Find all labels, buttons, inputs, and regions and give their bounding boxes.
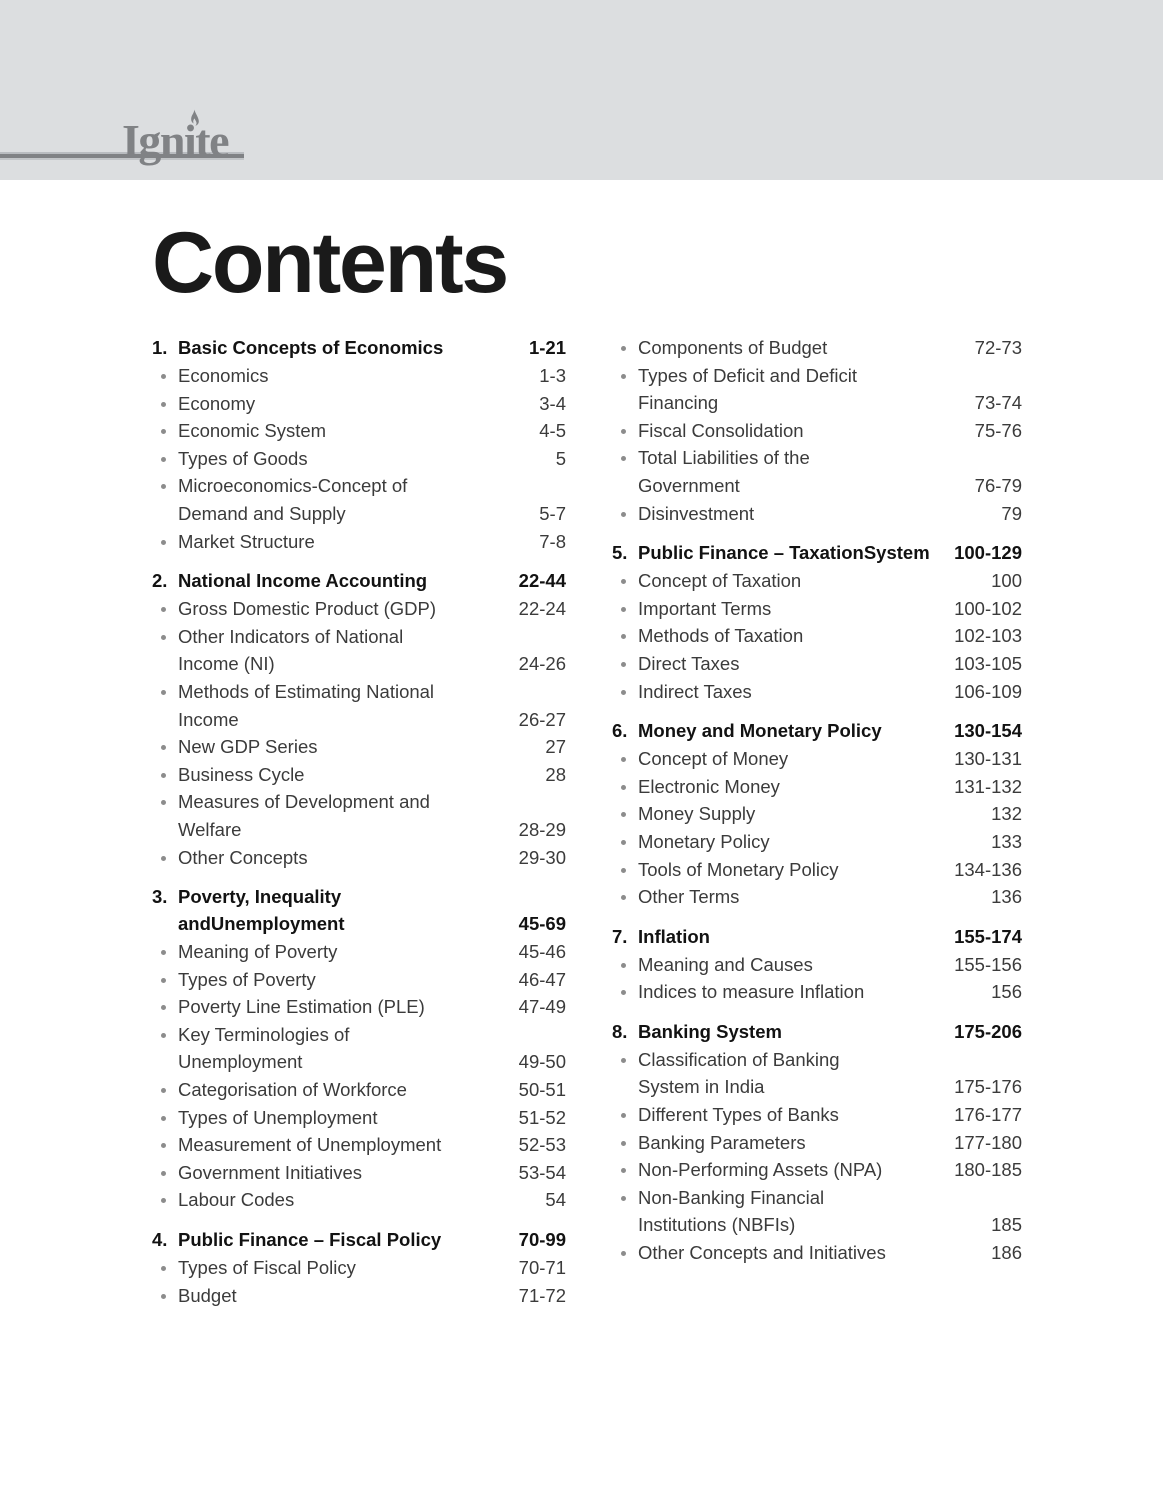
toc-entry-row[interactable] — [612, 1046, 1022, 1101]
bullet-icon — [152, 390, 178, 407]
chapter-number: 1. — [152, 337, 168, 358]
entry-title — [178, 678, 519, 733]
entry-page-range: 70-71 — [518, 1257, 566, 1279]
entry-title: Labour Codes — [178, 1189, 295, 1211]
entry-page-range: 186 — [991, 1242, 1022, 1264]
bullet-icon — [612, 951, 638, 968]
bullet-icon — [152, 1282, 178, 1299]
toc-entry-row[interactable] — [152, 362, 566, 390]
toc-entry-row[interactable] — [152, 1254, 566, 1282]
toc-entry-row[interactable] — [152, 788, 566, 843]
bullet-icon — [612, 773, 638, 790]
bullet-icon — [152, 993, 178, 1010]
toc-chapter-row[interactable] — [152, 567, 566, 594]
chapter-title — [638, 539, 954, 566]
toc-chapter-row[interactable] — [152, 883, 566, 937]
entry-title — [178, 788, 519, 843]
entry-page-range: 130-131 — [954, 748, 1022, 770]
entry-title: Other Terms — [638, 886, 740, 908]
bullet-icon — [612, 622, 638, 639]
entry-page-range: 102-103 — [954, 625, 1022, 647]
toc-section — [612, 1018, 1022, 1267]
toc-entry-row[interactable] — [152, 993, 566, 1021]
entry-title: Different Types of Banks — [638, 1104, 839, 1126]
bullet-icon — [612, 828, 638, 845]
toc-entry-row[interactable] — [152, 733, 566, 761]
bullet-icon — [152, 1021, 178, 1038]
bullet-icon — [152, 595, 178, 612]
entry-page-range: 54 — [545, 1189, 566, 1211]
entry-title: Categorisation of Workforce — [178, 1079, 407, 1101]
entry-title-line: Other Indicators of National — [178, 625, 404, 647]
toc-entry-row[interactable] — [152, 844, 566, 872]
chapter-title: Public Finance – Fiscal Policy — [178, 1229, 442, 1251]
chapter-number: 6. — [612, 720, 628, 742]
toc-section — [152, 883, 566, 1214]
chapter-title-line: Public Finance – Taxation — [638, 542, 864, 564]
toc-entry-row[interactable] — [152, 417, 566, 445]
toc-entry-row[interactable] — [612, 745, 1022, 773]
toc-entry-row[interactable] — [152, 390, 566, 418]
bullet-icon — [612, 1129, 638, 1146]
entry-page-range: 71-72 — [518, 1284, 566, 1306]
toc-chapter-row[interactable] — [612, 1018, 1022, 1045]
entry-page-range: 136 — [991, 886, 1022, 908]
toc-entry-row[interactable] — [612, 500, 1022, 528]
bullet-icon — [152, 623, 178, 640]
entry-page-range: 177-180 — [954, 1131, 1022, 1153]
toc-entry-row[interactable] — [612, 800, 1022, 828]
toc-entry-row[interactable] — [612, 1239, 1022, 1267]
entry-title: Other Concepts and Initiatives — [638, 1242, 886, 1264]
toc-entry-row[interactable] — [152, 1021, 566, 1076]
chapter-title-line: Unemployment — [210, 913, 345, 935]
bullet-icon — [152, 761, 178, 778]
toc-entry-row[interactable] — [152, 938, 566, 966]
toc-column-left — [152, 334, 566, 1309]
bullet-icon — [612, 1101, 638, 1118]
toc-entry-row[interactable] — [612, 595, 1022, 623]
entry-title: Monetary Policy — [638, 830, 770, 852]
chapter-title-line: Poverty, Inequality and — [178, 886, 342, 935]
chapter-number: 5. — [612, 542, 628, 564]
entry-title: Banking Parameters — [638, 1131, 806, 1153]
entry-page-range: 176-177 — [954, 1104, 1022, 1126]
bullet-icon — [152, 362, 178, 379]
entry-title: New GDP Series — [178, 736, 318, 758]
entry-title: Government Initiatives — [178, 1161, 363, 1183]
toc-chapter-row[interactable] — [152, 334, 566, 361]
entry-page-range: 27 — [545, 736, 566, 758]
entry-page-range: 45-46 — [518, 941, 566, 963]
entry-title — [638, 1046, 954, 1101]
entry-title — [638, 444, 975, 499]
toc-entry-row[interactable] — [612, 1101, 1022, 1129]
entry-page-range: 106-109 — [954, 680, 1022, 702]
bullet-icon — [612, 1046, 638, 1063]
bullet-icon — [612, 745, 638, 762]
entry-title: Business Cycle — [178, 763, 305, 785]
entry-title-line: Financing — [638, 392, 719, 414]
bullet-icon — [612, 567, 638, 584]
entry-page-range: 29-30 — [518, 846, 566, 868]
entry-page-range: 1-3 — [539, 365, 566, 386]
entry-page-range: 131-132 — [954, 775, 1022, 797]
bullet-icon — [152, 417, 178, 434]
entry-page-range: 22-24 — [518, 598, 566, 620]
entry-title-line: Measures of Development and — [178, 791, 430, 813]
entry-page-range: 133 — [991, 830, 1022, 852]
brand-logo — [122, 115, 228, 166]
entry-page-range: 79 — [1001, 502, 1022, 524]
toc-entry-row[interactable] — [152, 623, 566, 678]
entry-title: Fiscal Consolidation — [638, 419, 804, 441]
entry-title: Indices to measure Inflation — [638, 981, 865, 1003]
entry-page-range: 47-49 — [518, 996, 566, 1018]
entry-title: Economy — [178, 392, 256, 414]
chapter-title: Money and Monetary Policy — [638, 720, 882, 742]
toc-section — [152, 1226, 566, 1309]
chapter-title-line: System — [863, 542, 930, 564]
bullet-icon — [152, 1076, 178, 1093]
toc-entry-row[interactable] — [152, 1104, 566, 1132]
chapter-title: Banking System — [638, 1020, 782, 1042]
entry-page-range: 100-102 — [954, 597, 1022, 619]
entry-title: Concept of Taxation — [638, 570, 802, 592]
toc-column-right — [612, 334, 1022, 1267]
bullet-icon — [612, 417, 638, 434]
entry-page-range: 53-54 — [518, 1161, 566, 1183]
toc-entry-row[interactable] — [612, 622, 1022, 650]
chapter-number: 8. — [612, 1020, 628, 1042]
toc-entry-row[interactable] — [152, 445, 566, 473]
entry-title-line: Government — [638, 474, 740, 496]
chapter-page-range: 45-69 — [518, 913, 566, 935]
bullet-icon — [612, 500, 638, 517]
entry-title: Electronic Money — [638, 775, 780, 797]
toc-entry-row[interactable] — [612, 567, 1022, 595]
entry-page-range: 7-8 — [539, 530, 566, 552]
entry-page-range: 100 — [991, 570, 1022, 592]
chapter-page-range: 130-154 — [954, 720, 1022, 742]
entry-title: Market Structure — [178, 530, 315, 552]
toc-entry-row[interactable] — [612, 334, 1022, 362]
entry-title — [178, 472, 539, 527]
entry-title-line: Income (NI) — [178, 653, 275, 675]
entry-page-range: 76-79 — [974, 474, 1022, 496]
toc-chapter-row[interactable] — [152, 1226, 566, 1253]
toc-chapter-row[interactable] — [612, 923, 1022, 950]
entry-title: Meaning of Poverty — [178, 941, 338, 963]
bullet-icon — [152, 528, 178, 545]
entry-title: Budget — [178, 1284, 237, 1306]
toc-entry-row[interactable] — [612, 951, 1022, 979]
toc-entry-row[interactable] — [152, 528, 566, 556]
entry-title: Tools of Monetary Policy — [638, 858, 839, 880]
toc-entry-row[interactable] — [152, 595, 566, 623]
entry-title — [638, 1184, 991, 1239]
entry-page-range: 156 — [991, 981, 1022, 1003]
chapter-number: 4. — [152, 1229, 168, 1251]
entry-title: Direct Taxes — [638, 652, 740, 674]
bullet-icon — [612, 1239, 638, 1256]
toc-entry-row[interactable] — [152, 1159, 566, 1187]
entry-title: Types of Goods — [178, 447, 308, 469]
entry-page-range: 5 — [555, 447, 566, 469]
page-header-band — [0, 0, 1163, 180]
toc-entry-row[interactable] — [152, 1076, 566, 1104]
chapter-title: Inflation — [638, 925, 710, 947]
entry-page-range: 28-29 — [518, 818, 566, 840]
toc-entry-row[interactable] — [612, 773, 1022, 801]
entry-title: Non-Performing Assets (NPA) — [638, 1159, 883, 1181]
chapter-number: 7. — [612, 925, 628, 947]
toc-entry-row[interactable] — [612, 883, 1022, 911]
entry-page-range: 49-50 — [518, 1051, 566, 1073]
entry-page-range: 180-185 — [954, 1159, 1022, 1181]
entry-title-line: Institutions (NBFIs) — [638, 1214, 796, 1236]
entry-title-line: Microeconomics-Concept of — [178, 475, 408, 497]
bullet-icon — [612, 800, 638, 817]
entry-page-range: 51-52 — [518, 1106, 566, 1128]
entry-title-line: Income — [178, 708, 239, 730]
toc-section — [612, 539, 1022, 705]
bullet-icon — [612, 650, 638, 667]
entry-title: Indirect Taxes — [638, 680, 752, 702]
entry-title: Economics — [178, 365, 269, 386]
entry-title: Disinvestment — [638, 502, 755, 524]
entry-title: Gross Domestic Product (GDP) — [178, 598, 437, 620]
entry-title — [178, 623, 519, 678]
toc-entry-row[interactable] — [152, 966, 566, 994]
toc-entry-row[interactable] — [612, 362, 1022, 417]
entry-title: Types of Fiscal Policy — [178, 1257, 356, 1279]
entry-title: Components of Budget — [638, 337, 828, 358]
chapter-page-range: 175-206 — [954, 1020, 1022, 1042]
entry-page-range: 155-156 — [954, 953, 1022, 975]
bullet-icon — [152, 1159, 178, 1176]
toc-entry-row[interactable] — [152, 472, 566, 527]
entry-page-range: 75-76 — [974, 419, 1022, 441]
entry-title-line: Methods of Estimating National — [178, 680, 435, 702]
toc-section — [152, 334, 566, 555]
entry-page-range: 185 — [991, 1214, 1022, 1236]
entry-title-line: Total Liabilities of the — [638, 447, 810, 469]
entry-page-range: 134-136 — [954, 858, 1022, 880]
entry-title: Types of Poverty — [178, 968, 316, 990]
toc-section — [612, 334, 1022, 527]
entry-title — [638, 362, 975, 417]
toc-entry-row[interactable] — [612, 650, 1022, 678]
entry-title-line: Unemployment — [178, 1051, 303, 1073]
chapter-page-range: 1-21 — [528, 337, 566, 358]
bullet-icon — [612, 444, 638, 461]
bullet-icon — [152, 1254, 178, 1271]
chapter-page-range: 155-174 — [954, 925, 1022, 947]
bullet-icon — [612, 856, 638, 873]
chapter-title: Basic Concepts of Economics — [178, 337, 444, 358]
brand-logo-text: Ignite — [122, 115, 228, 166]
bullet-icon — [152, 445, 178, 462]
entry-page-range: 26-27 — [518, 708, 566, 730]
entry-title: Economic System — [178, 420, 327, 442]
entry-title: Meaning and Causes — [638, 953, 813, 975]
bullet-icon — [612, 595, 638, 612]
toc-entry-row[interactable] — [612, 444, 1022, 499]
bullet-icon — [612, 334, 638, 351]
toc-entry-row[interactable] — [152, 1186, 566, 1214]
bullet-icon — [152, 1186, 178, 1203]
bullet-icon — [152, 733, 178, 750]
toc-entry-row[interactable] — [152, 761, 566, 789]
bullet-icon — [152, 1131, 178, 1148]
toc-section — [612, 717, 1022, 911]
entry-title-line: Key Terminologies of — [178, 1023, 350, 1045]
toc-entry-row[interactable] — [152, 678, 566, 733]
entry-page-range: 132 — [991, 803, 1022, 825]
entry-page-range: 4-5 — [539, 420, 566, 442]
toc-chapter-row[interactable] — [612, 539, 1022, 566]
bullet-icon — [152, 1104, 178, 1121]
entry-title-line: Types of Deficit and Deficit — [638, 364, 858, 386]
toc-entry-row[interactable] — [152, 1282, 566, 1310]
entry-title-line: Welfare — [178, 818, 242, 840]
entry-title-line: System in India — [638, 1076, 765, 1098]
bullet-icon — [152, 788, 178, 805]
toc-section — [612, 923, 1022, 1006]
bullet-icon — [152, 938, 178, 955]
bullet-icon — [612, 1184, 638, 1201]
entry-title: Concept of Money — [638, 748, 789, 770]
entry-page-range: 28 — [545, 763, 566, 785]
bullet-icon — [152, 966, 178, 983]
toc-entry-row[interactable] — [612, 1184, 1022, 1239]
entry-page-range: 5-7 — [539, 502, 566, 524]
bullet-icon — [612, 1156, 638, 1173]
chapter-page-range: 70-99 — [518, 1229, 566, 1251]
toc-chapter-row[interactable] — [612, 717, 1022, 744]
chapter-page-range: 100-129 — [954, 542, 1022, 564]
chapter-number: 3. — [152, 886, 168, 908]
entry-page-range: 103-105 — [954, 652, 1022, 674]
toc-section — [152, 567, 566, 871]
entry-page-range: 52-53 — [518, 1134, 566, 1156]
chapter-title — [178, 883, 519, 937]
toc-entry-row[interactable] — [612, 1129, 1022, 1157]
chapter-number: 2. — [152, 570, 168, 592]
entry-title: Other Concepts — [178, 846, 308, 868]
toc-entry-row[interactable] — [612, 828, 1022, 856]
entry-title: Poverty Line Estimation (PLE) — [178, 996, 425, 1018]
entry-title: Money Supply — [638, 803, 756, 825]
entry-title-line: Non-Banking Financial — [638, 1186, 825, 1208]
bullet-icon — [152, 844, 178, 861]
page-title: Contents — [152, 215, 508, 311]
toc-entry-row[interactable] — [612, 678, 1022, 706]
bullet-icon — [152, 472, 178, 489]
toc-entry-row[interactable] — [152, 1131, 566, 1159]
entry-title: Types of Unemployment — [178, 1106, 378, 1128]
entry-page-range: 3-4 — [539, 392, 566, 414]
entry-title-line: Classification of Banking — [638, 1048, 840, 1070]
bullet-icon — [612, 678, 638, 695]
bullet-icon — [612, 362, 638, 379]
entry-title: Measurement of Unemployment — [178, 1134, 442, 1156]
entry-page-range: 50-51 — [518, 1079, 566, 1101]
entry-title: Methods of Taxation — [638, 625, 804, 647]
bullet-icon — [152, 678, 178, 695]
entry-page-range: 24-26 — [518, 653, 566, 675]
entry-title: Important Terms — [638, 597, 772, 619]
entry-page-range: 72-73 — [974, 337, 1022, 358]
toc-entry-row[interactable] — [612, 417, 1022, 445]
toc-entry-row[interactable] — [612, 1156, 1022, 1184]
entry-title — [178, 1021, 519, 1076]
entry-page-range: 175-176 — [954, 1076, 1022, 1098]
entry-page-range: 73-74 — [974, 392, 1022, 414]
chapter-title: National Income Accounting — [178, 570, 428, 592]
toc-entry-row[interactable] — [612, 978, 1022, 1006]
chapter-page-range: 22-44 — [518, 570, 566, 592]
entry-page-range: 46-47 — [518, 968, 566, 990]
bullet-icon — [612, 883, 638, 900]
entry-title-line: Demand and Supply — [178, 502, 346, 524]
toc-entry-row[interactable] — [612, 856, 1022, 884]
bullet-icon — [612, 978, 638, 995]
